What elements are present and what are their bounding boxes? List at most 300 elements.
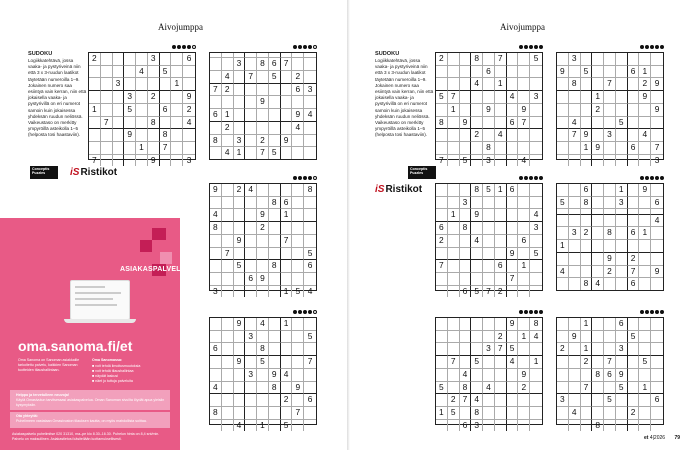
sudoku-cell xyxy=(460,78,472,91)
sudoku-cell xyxy=(292,260,304,273)
sudoku-cell xyxy=(257,248,269,261)
sudoku-cell xyxy=(639,155,651,167)
sudoku-cell xyxy=(530,104,542,117)
sudoku-cell xyxy=(160,78,172,91)
sudoku-cell xyxy=(210,318,222,331)
sudoku-cell xyxy=(436,318,448,331)
sudoku-cell xyxy=(257,407,269,420)
sudoku-cell xyxy=(639,394,651,407)
sudoku-cell: 4 xyxy=(569,407,581,420)
sudoku-cell: 2 xyxy=(257,135,269,148)
sudoku-cell xyxy=(507,197,519,210)
sudoku-cell xyxy=(460,248,472,261)
sudoku-cell: 9 xyxy=(651,104,663,117)
sudoku-cell xyxy=(616,142,628,155)
sudoku-cell xyxy=(557,407,569,420)
sudoku-cell: 6 xyxy=(304,260,316,273)
sudoku-cell xyxy=(245,286,257,298)
sudoku-cell xyxy=(592,343,604,356)
sudoku-cell xyxy=(530,420,542,432)
sudoku-cell xyxy=(210,197,222,210)
sudoku-cell xyxy=(507,78,519,91)
sudoku-cell xyxy=(651,184,663,197)
difficulty-dot xyxy=(298,310,302,314)
sudoku-cell: 7 xyxy=(507,273,519,286)
sudoku-cell: 4 xyxy=(222,71,234,84)
sudoku-cell: 9 xyxy=(292,382,304,395)
sudoku-cell xyxy=(530,382,542,395)
sudoku-cell xyxy=(604,215,616,228)
sudoku-cell xyxy=(471,248,483,261)
sudoku-cell xyxy=(628,240,640,253)
sudoku-cell xyxy=(495,382,507,395)
sudoku-cell: 4 xyxy=(592,278,604,290)
sudoku-cell: 7 xyxy=(281,58,293,71)
sudoku-cell: 1 xyxy=(639,66,651,79)
sudoku-cell: 4 xyxy=(518,155,530,167)
sudoku-cell xyxy=(460,104,472,117)
sudoku-cell: 9 xyxy=(507,248,519,261)
ad-other: Puhelimeen vastataan Omasivuston tilauksen kautta, on myös mahdollista soittaa. xyxy=(16,419,147,423)
sudoku-cell: 2 xyxy=(592,104,604,117)
sudoku-cell xyxy=(592,129,604,142)
sudoku-cell xyxy=(569,266,581,279)
sudoku-cell xyxy=(183,78,195,91)
difficulty-dot xyxy=(298,45,302,49)
sudoku-cell: 5 xyxy=(483,184,495,197)
sudoku-cell xyxy=(436,66,448,79)
sudoku-cell xyxy=(483,222,495,235)
sudoku-cell xyxy=(581,215,593,228)
sudoku-cell xyxy=(628,78,640,91)
sudoku-cell: 8 xyxy=(592,420,604,432)
sudoku-grid xyxy=(209,317,317,430)
sudoku-grid xyxy=(435,183,543,296)
sudoku-cell xyxy=(210,58,222,71)
sudoku-cell xyxy=(234,382,246,395)
sudoku-cell: 1 xyxy=(281,318,293,331)
sudoku-cell xyxy=(222,369,234,382)
sudoku-cell xyxy=(89,66,101,79)
sudoku-cell: 4 xyxy=(245,184,257,197)
sudoku-cell xyxy=(495,197,507,210)
sudoku-cell xyxy=(269,84,281,97)
sudoku-cell xyxy=(483,209,495,222)
sudoku-cell xyxy=(592,331,604,344)
sudoku-cell: 6 xyxy=(651,394,663,407)
sudoku-cell xyxy=(148,78,160,91)
sudoku-cell: 1 xyxy=(581,343,593,356)
sudoku-cell: 4 xyxy=(557,266,569,279)
sudoku-cell: 8 xyxy=(210,407,222,420)
sudoku-cell xyxy=(471,222,483,235)
sudoku-cell: 8 xyxy=(210,222,222,235)
sudoku-cell xyxy=(234,96,246,109)
sudoku-cell xyxy=(616,420,628,432)
sudoku-cell xyxy=(113,91,125,104)
difficulty-dot xyxy=(660,176,664,180)
sudoku-cell: 9 xyxy=(257,273,269,286)
difficulty-dots xyxy=(639,45,664,51)
sudoku-cell xyxy=(304,343,316,356)
sudoku-cell xyxy=(245,407,257,420)
difficulty-dot xyxy=(524,45,528,49)
sudoku-cell xyxy=(483,260,495,273)
sudoku-cell xyxy=(222,286,234,298)
sudoku-cell xyxy=(222,135,234,148)
difficulty-dot xyxy=(645,310,649,314)
sudoku-cell xyxy=(483,235,495,248)
sudoku-cell xyxy=(269,420,281,432)
sudoku-cell xyxy=(592,227,604,240)
sudoku-cell: 2 xyxy=(628,253,640,266)
sudoku-cell: 7 xyxy=(518,117,530,130)
sudoku-cell: 4 xyxy=(210,209,222,222)
sudoku-cell xyxy=(269,135,281,148)
difficulty-dot xyxy=(529,176,533,180)
sudoku-cell xyxy=(651,318,663,331)
sudoku-cell: 9 xyxy=(639,91,651,104)
sudoku-cell xyxy=(530,129,542,142)
sudoku-cell xyxy=(436,248,448,261)
sudoku-cell: 7 xyxy=(222,248,234,261)
ad-url[interactable]: oma.sanoma.fi/et xyxy=(18,338,133,354)
sudoku-cell xyxy=(222,420,234,432)
sudoku-cell xyxy=(569,240,581,253)
sudoku-cell xyxy=(245,248,257,261)
difficulty-dot xyxy=(534,310,538,314)
sudoku-cell xyxy=(616,394,628,407)
sudoku-cell xyxy=(518,197,530,210)
difficulty-dot xyxy=(519,45,523,49)
sudoku-cell xyxy=(281,222,293,235)
sudoku-cell xyxy=(460,53,472,66)
sudoku-cell: 9 xyxy=(124,129,136,142)
sudoku-cell xyxy=(136,117,148,130)
sudoku-cell xyxy=(507,66,519,79)
sudoku-cell xyxy=(460,235,472,248)
sudoku-cell: 1 xyxy=(448,104,460,117)
sudoku-cell: 6 xyxy=(581,184,593,197)
sudoku-cell xyxy=(557,117,569,130)
sudoku-cell: 8 xyxy=(581,278,593,290)
sudoku-cell xyxy=(581,420,593,432)
difficulty-dot xyxy=(172,45,176,49)
sudoku-cell xyxy=(651,91,663,104)
sudoku-cell xyxy=(495,273,507,286)
sudoku-cell xyxy=(113,104,125,117)
sudoku-cell xyxy=(245,382,257,395)
sudoku-cell xyxy=(304,420,316,432)
sudoku-cell: 3 xyxy=(124,91,136,104)
sudoku-cell: 1 xyxy=(581,142,593,155)
sudoku-cell xyxy=(507,260,519,273)
sudoku-cell: 1 xyxy=(89,104,101,117)
sudoku-cell xyxy=(518,78,530,91)
sudoku-cell xyxy=(436,104,448,117)
difficulty-dot xyxy=(308,310,312,314)
difficulty-dot xyxy=(524,176,528,180)
sudoku-cell xyxy=(569,104,581,117)
sudoku-cell: 6 xyxy=(436,222,448,235)
difficulty-dot xyxy=(660,310,664,314)
sudoku-cell xyxy=(639,240,651,253)
sudoku-cell: 8 xyxy=(471,184,483,197)
ad-label: ASIAKASPALVELU xyxy=(120,266,186,273)
sudoku-cell xyxy=(222,184,234,197)
sudoku-cell xyxy=(245,222,257,235)
sudoku-cell: 2 xyxy=(257,222,269,235)
sudoku-cell xyxy=(651,129,663,142)
sudoku-cell xyxy=(604,318,616,331)
sudoku-cell xyxy=(304,235,316,248)
sudoku-cell xyxy=(222,394,234,407)
sudoku-cell xyxy=(113,66,125,79)
sudoku-cell xyxy=(171,91,183,104)
sudoku-cell xyxy=(245,420,257,432)
ristikot-logo xyxy=(70,167,117,178)
sudoku-cell xyxy=(557,369,569,382)
sudoku-cell xyxy=(234,209,246,222)
sudoku-cell xyxy=(651,382,663,395)
sudoku-cell xyxy=(89,78,101,91)
sudoku-cell xyxy=(234,84,246,97)
difficulty-dots xyxy=(639,176,664,182)
sudoku-cell xyxy=(448,142,460,155)
sudoku-cell xyxy=(628,155,640,167)
sudoku-cell xyxy=(222,209,234,222)
sudoku-cell: 2 xyxy=(148,91,160,104)
sudoku-cell xyxy=(483,91,495,104)
sudoku-cell: 1 xyxy=(639,227,651,240)
sudoku-cell: 7 xyxy=(292,407,304,420)
sudoku-cell: 8 xyxy=(304,184,316,197)
difficulty-dot xyxy=(313,310,317,314)
sudoku-cell xyxy=(292,343,304,356)
sudoku-cell xyxy=(460,184,472,197)
sudoku-cell xyxy=(304,147,316,159)
sudoku-cell: 4 xyxy=(183,117,195,130)
sudoku-cell xyxy=(245,318,257,331)
sudoku-cell xyxy=(292,248,304,261)
ad-contact-box xyxy=(10,412,170,428)
sudoku-cell: 2 xyxy=(495,286,507,298)
sudoku-cell xyxy=(292,96,304,109)
sudoku-cell xyxy=(616,53,628,66)
sudoku-cell: 8 xyxy=(460,382,472,395)
difficulty-dot xyxy=(182,45,186,49)
sudoku-cell: 9 xyxy=(210,184,222,197)
sudoku-cell xyxy=(460,318,472,331)
sudoku-grid xyxy=(209,52,317,160)
sudoku-cell xyxy=(304,122,316,135)
sudoku-cell: 9 xyxy=(269,369,281,382)
sudoku-cell xyxy=(101,142,113,155)
sudoku-cell xyxy=(483,407,495,420)
sudoku-cell xyxy=(292,420,304,432)
sudoku-cell xyxy=(483,248,495,261)
sudoku-cell xyxy=(628,129,640,142)
sudoku-cell xyxy=(160,155,172,167)
sudoku-cell xyxy=(628,215,640,228)
sudoku-cell xyxy=(210,331,222,344)
sudoku-cell: 5 xyxy=(471,356,483,369)
sudoku-cell: 7 xyxy=(89,155,101,167)
sudoku-cell xyxy=(292,235,304,248)
sudoku-cell: 7 xyxy=(604,78,616,91)
sudoku-cell xyxy=(436,197,448,210)
sudoku-cell xyxy=(89,91,101,104)
sudoku-cell: 1 xyxy=(257,420,269,432)
page-footer xyxy=(644,435,680,441)
sudoku-cell xyxy=(483,78,495,91)
sudoku-cell xyxy=(448,155,460,167)
sudoku-cell: 7 xyxy=(569,129,581,142)
sudoku-cell xyxy=(257,122,269,135)
sudoku-cell: 6 xyxy=(628,227,640,240)
laptop-bar xyxy=(75,292,121,294)
sudoku-cell xyxy=(292,135,304,148)
sudoku-cell: 2 xyxy=(292,71,304,84)
sudoku-cell xyxy=(651,278,663,290)
sudoku-cell xyxy=(269,273,281,286)
sudoku-cell xyxy=(113,117,125,130)
sudoku-cell xyxy=(460,273,472,286)
sudoku-puzzle xyxy=(435,52,545,165)
difficulty-dots xyxy=(292,310,317,316)
sudoku-cell xyxy=(616,278,628,290)
customer-service-ad xyxy=(0,218,186,450)
sudoku-cell: 7 xyxy=(436,260,448,273)
sudoku-cell xyxy=(269,222,281,235)
sudoku-grid xyxy=(88,52,196,165)
sudoku-cell xyxy=(530,260,542,273)
sudoku-cell xyxy=(581,117,593,130)
sudoku-cell xyxy=(471,260,483,273)
difficulty-dot xyxy=(293,45,297,49)
sudoku-cell: 6 xyxy=(460,420,472,432)
sudoku-cell: 1 xyxy=(557,240,569,253)
sudoku-cell xyxy=(557,142,569,155)
sudoku-cell xyxy=(518,209,530,222)
sudoku-cell xyxy=(281,382,293,395)
sudoku-cell xyxy=(245,343,257,356)
sudoku-cell xyxy=(234,273,246,286)
sudoku-cell: 4 xyxy=(507,91,519,104)
sudoku-cell xyxy=(222,197,234,210)
sudoku-cell xyxy=(113,129,125,142)
sudoku-cell xyxy=(483,331,495,344)
sudoku-cell: 3 xyxy=(186,154,192,165)
sudoku-cell: 5 xyxy=(234,260,246,273)
sudoku-cell: 1 xyxy=(234,147,246,159)
sudoku-cell xyxy=(483,117,495,130)
sudoku-cell: 2 xyxy=(471,129,483,142)
sudoku-cell xyxy=(569,420,581,432)
sudoku-cell xyxy=(518,184,530,197)
sudoku-cell xyxy=(471,273,483,286)
sudoku-cell xyxy=(628,197,640,210)
sudoku-cell xyxy=(171,117,183,130)
sudoku-cell xyxy=(581,253,593,266)
sudoku-cell: 6 xyxy=(495,260,507,273)
sudoku-cell xyxy=(557,129,569,142)
sudoku-cell xyxy=(222,318,234,331)
sudoku-cell: 4 xyxy=(257,318,269,331)
sudoku-cell xyxy=(483,369,495,382)
sudoku-cell xyxy=(281,109,293,122)
sudoku-cell xyxy=(292,331,304,344)
sudoku-cell xyxy=(89,142,101,155)
sudoku-cell: 4 xyxy=(495,129,507,142)
sudoku-cell: 2 xyxy=(628,407,640,420)
sudoku-cell xyxy=(471,142,483,155)
ristikot-text: Ristikot xyxy=(80,167,118,178)
sudoku-cell xyxy=(507,155,519,167)
sudoku-cell xyxy=(269,331,281,344)
sudoku-cell xyxy=(518,420,530,432)
sudoku-cell: 7 xyxy=(483,286,495,298)
sudoku-cell xyxy=(651,331,663,344)
sudoku-cell: 3 xyxy=(245,369,257,382)
sudoku-cell xyxy=(292,222,304,235)
sudoku-cell xyxy=(530,66,542,79)
sudoku-cell xyxy=(483,394,495,407)
sudoku-cell xyxy=(651,66,663,79)
sudoku-cell xyxy=(471,382,483,395)
sudoku-cell: 8 xyxy=(569,78,581,91)
sudoku-cell xyxy=(592,240,604,253)
sudoku-cell xyxy=(269,318,281,331)
sudoku-cell: 6 xyxy=(210,109,222,122)
sudoku-cell xyxy=(518,394,530,407)
ad-help-box xyxy=(10,390,170,410)
sudoku-cell: 9 xyxy=(569,331,581,344)
sudoku-cell: 5 xyxy=(507,343,519,356)
sudoku-cell: 7 xyxy=(101,117,113,130)
sudoku-cell xyxy=(245,122,257,135)
sudoku-cell xyxy=(292,369,304,382)
sudoku-cell: 5 xyxy=(471,286,483,298)
sudoku-cell: 9 xyxy=(257,96,269,109)
sudoku-cell: 4 xyxy=(651,215,663,228)
sudoku-cell: 2 xyxy=(448,394,460,407)
sudoku-cell xyxy=(171,142,183,155)
sudoku-cell xyxy=(448,78,460,91)
sudoku-cell: 5 xyxy=(530,53,542,66)
sudoku-cell: 3 xyxy=(471,420,483,432)
laptop-bar xyxy=(75,298,113,300)
sudoku-cell: 2 xyxy=(222,122,234,135)
sudoku-cell: 3 xyxy=(460,197,472,210)
sudoku-cell: 9 xyxy=(507,318,519,331)
sudoku-cell xyxy=(436,129,448,142)
sudoku-cell xyxy=(569,278,581,290)
sudoku-cell xyxy=(234,331,246,344)
sudoku-cell xyxy=(495,407,507,420)
sudoku-cell xyxy=(245,109,257,122)
footer-issue: 4|2026 xyxy=(649,435,666,441)
sudoku-cell xyxy=(113,142,125,155)
sudoku-cell xyxy=(639,142,651,155)
sudoku-cell: 7 xyxy=(257,147,269,159)
ad-hours: Asiakaspalvelu puhelimitse 020 31310, ma–pe klo 8.30–16.30. Puhelun hinta on 8,4 snt/min. Palvelu on maksullinen. Asiakastietosi käsitellään luottamuksellisesti. xyxy=(12,432,160,441)
sudoku-cell xyxy=(616,331,628,344)
sudoku-cell xyxy=(222,273,234,286)
sudoku-cell: 7 xyxy=(448,356,460,369)
sudoku-cell: 8 xyxy=(148,117,160,130)
difficulty-dot xyxy=(298,176,302,180)
